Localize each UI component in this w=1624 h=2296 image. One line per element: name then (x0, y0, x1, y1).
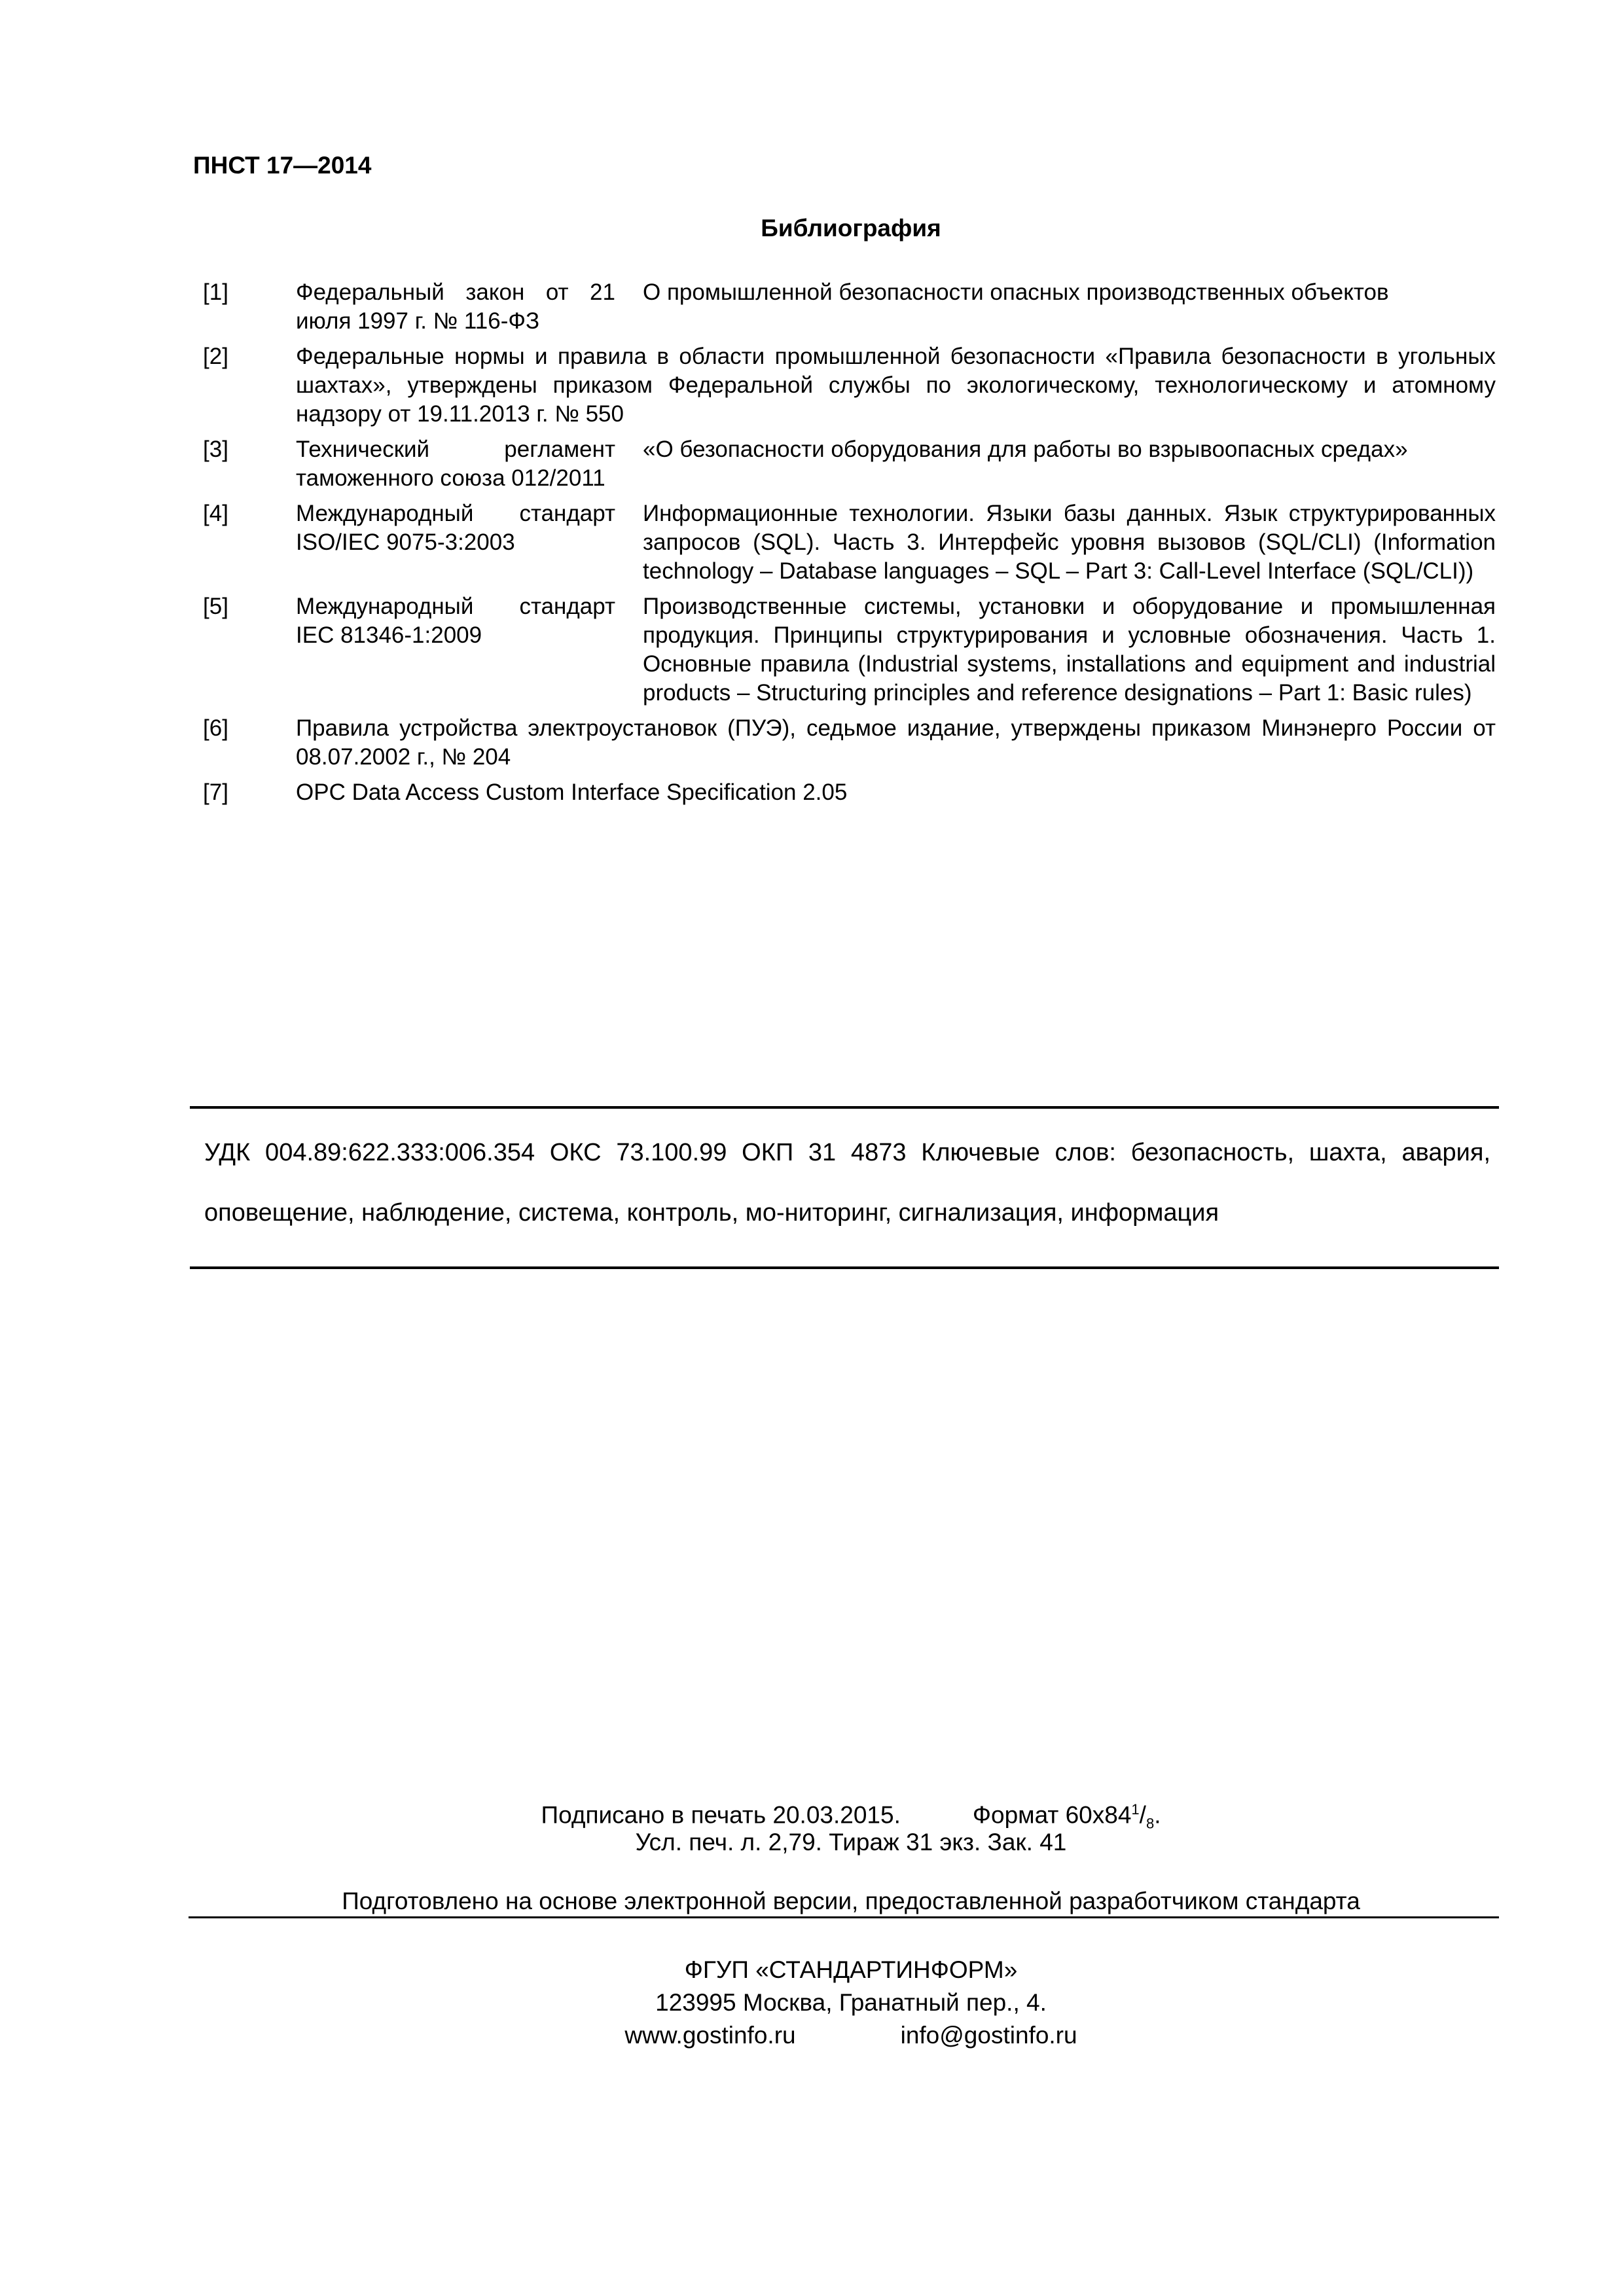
format-numerator: 1 (1131, 1801, 1140, 1818)
bibliography-entry (203, 435, 1496, 493)
entry-title: «О безопасности оборудования для работы во взрывоопасных средах» (643, 437, 1408, 462)
format-end: . (1154, 1801, 1161, 1829)
classification-keywords: УДК 004.89:622.333:006.354 ОКС 73.100.99 ОКП 31 4873 Ключевые слов: безопасность, шахта, авария, оповещение, наблюдение, система, контроль, мо-ниторинг, сигнализация, информация (204, 1139, 1490, 1227)
contacts-line (0, 2019, 1624, 2052)
top-divider (190, 1106, 1499, 1109)
imprint-line-1: Подписано в печать 20.03.2015. Формат $60x84^1/_8$. (541, 1801, 1161, 1832)
entry-source: Международный стандарт IEC 81346-1:2009 (296, 594, 615, 648)
entry-title: Производственные системы, установки и оборудование и промышленная продукция. Принципы структурирования и условные обозначения. Часть 1. Основные правила (Industrial systems, installations and equipment and industrial products – Structuring principles and reference designations – Part 1: Basic rules) (643, 594, 1496, 706)
entry-number: [5] (203, 594, 228, 619)
website-link[interactable]: www.gostinfo.ru (624, 2022, 796, 2049)
prepared-note: Подготовлено на основе электронной версии, предоставленной разработчиком стандарта (342, 1888, 1360, 1914)
publisher-name: ФГУП «СТАНДАРТИНФОРМ» (684, 1956, 1018, 1983)
bibliography-entry (203, 714, 1496, 772)
entry-number: [7] (203, 780, 228, 805)
signed-date: Подписано в печать 20.03.2015. (541, 1801, 901, 1829)
email-link[interactable]: info@gostinfo.ru (900, 2022, 1077, 2049)
entry-source: Международный стандарт ISO/IEC 9075-3:2003 (296, 501, 615, 555)
entry-number: [4] (203, 501, 228, 526)
imprint-divider (189, 1916, 1499, 1918)
publisher-address: 123995 Москва, Гранатный пер., 4. (655, 1989, 1047, 2016)
bibliography-title: Библиография (761, 215, 941, 242)
bibliography-entry (203, 778, 1496, 807)
format-label: Формат 60x84 (972, 1801, 1132, 1829)
entry-source: Федеральный закон от 21 июля 1997 г. № 116-ФЗ (296, 279, 615, 334)
entry-source: Технический регламент таможенного союза 012/2011 (296, 437, 615, 491)
document-code: ПНСТ 17—2014 (193, 152, 372, 179)
entry-number: [1] (203, 279, 228, 305)
print-info: Усл. печ. л. 2,79. Тираж 31 экз. Зак. 41 (635, 1829, 1067, 1856)
bibliography-entry (203, 499, 1496, 586)
bibliography-entry (203, 592, 1496, 708)
entry-title: Информационные технологии. Языки базы данных. Язык структурированных запросов (SQL). Часть 3. Интерфейс уровня вызовов (SQL/CLI) (Information technology – Database languages – SQL – Part 3: Call-Level Interface (SQL/CLI)) (643, 501, 1496, 584)
entry-text: OPC Data Access Custom Interface Specification 2.05 (296, 780, 848, 805)
entry-title: О промышленной безопасности опасных производственных объектов (643, 279, 1389, 305)
bibliography-entry (203, 278, 1496, 336)
entry-number: [2] (203, 344, 228, 369)
entry-text: Правила устройства электроустановок (ПУЭ), седьмое издание, утверждены приказом Минэнерго России от 08.07.2002 г., № 204 (296, 715, 1496, 770)
format-denominator: 8 (1146, 1815, 1155, 1832)
bibliography-entry (203, 342, 1496, 429)
entry-text: Федеральные нормы и правила в области промышленной безопасности «Правила безопасности в угольных шахтах», утверждены приказом Федеральной службы по экологическому, технологическому и атомному надзору от 19.11.2013 г. № 550 (296, 344, 1496, 427)
entry-number: [3] (203, 437, 228, 462)
bibliography-list (203, 278, 1496, 814)
bottom-divider (190, 1266, 1499, 1269)
entry-number: [6] (203, 715, 228, 741)
